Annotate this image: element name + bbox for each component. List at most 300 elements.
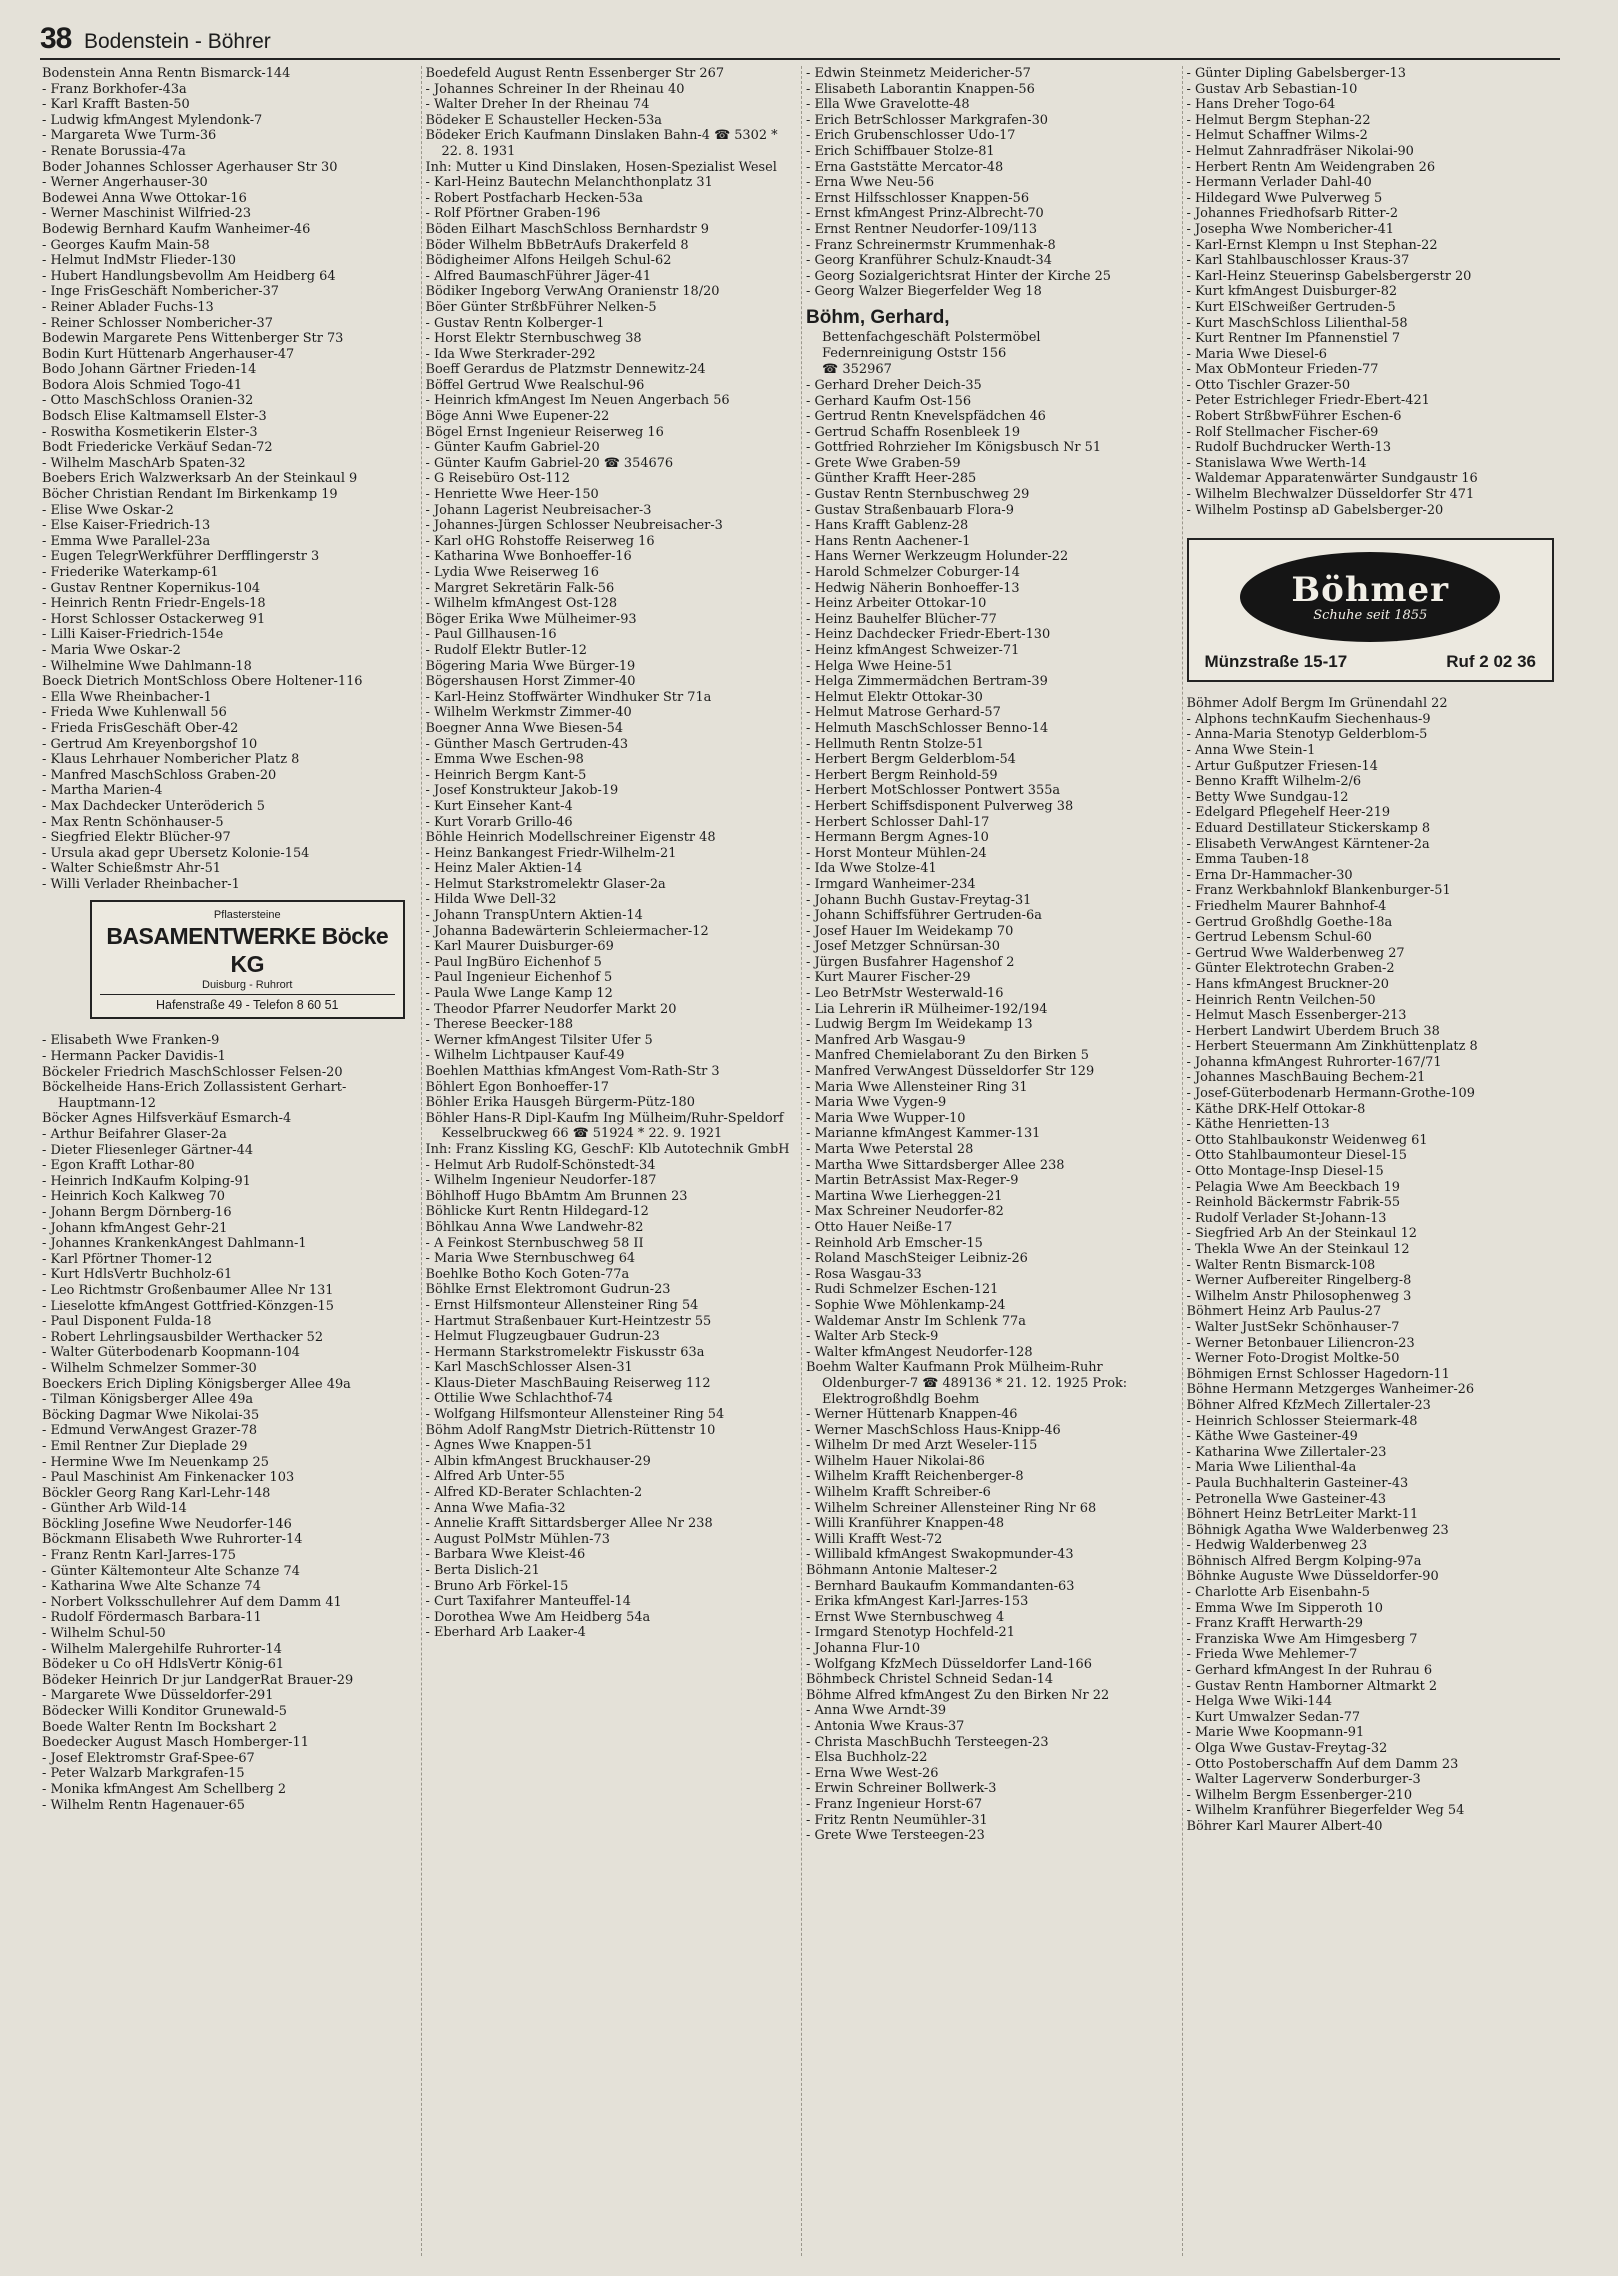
directory-entry: - Franz Rentn Karl-Jarres-175 [42, 1548, 236, 1564]
directory-entry: - Reinhold Arb Emscher-15 [806, 1235, 983, 1251]
directory-entry: - Johannes KrankenkAngest Dahlmann-1 [42, 1236, 307, 1252]
directory-entry: - Emma Wwe Im Sipperoth 10 [1186, 1600, 1384, 1616]
directory-entry: - Erich BetrSchlosser Markgrafen-30 [806, 112, 1048, 128]
directory-entry: - Helmut Arb Rudolf-Schönstedt-34 [425, 1157, 656, 1173]
directory-entry: - Martin BetrAssist Max-Reger-9 [806, 1173, 1019, 1189]
directory-entry: - Ursula akad gepr Übersetz Kolonie-154 [42, 845, 310, 861]
directory-entry: - Erna Wwe Neu-56 [806, 175, 935, 191]
directory-entry: - Horst Schlosser Ostackerweg 91 [42, 611, 266, 627]
directory-entry: - Heinrich Koch Kalkweg 70 [42, 1189, 225, 1205]
bohmer-logo [1240, 552, 1500, 642]
directory-entry: - Helga Zimmermädchen Bertram-39 [806, 674, 1048, 690]
directory-entry: - Marta Wwe Peterstal 28 [806, 1142, 974, 1157]
directory-entry: - Johann kfmAngest Gehr-21 [42, 1220, 228, 1236]
directory-entry: - Max Dachdecker Unteröderich 5 [42, 798, 265, 814]
directory-entry: - Hermann Packer Davidis-1 [42, 1049, 226, 1065]
directory-entry: - Lydia Wwe Reiserweg 16 [425, 565, 600, 580]
column-1-entries [42, 66, 413, 892]
directory-entry: - Ludwig kfmAngest Mylendonk-7 [42, 112, 263, 128]
directory-entry: - Josef-Güterbodenarb Hermann-Grothe-109 [1186, 1086, 1475, 1102]
directory-entry: - Petronella Wwe Gasteiner-43 [1186, 1491, 1387, 1507]
directory-entry: - Franz Borkhofer-43a [42, 81, 187, 97]
heading-detail-line: Federnreinigung Oststr 156 [822, 345, 1007, 361]
directory-entry: - Heinz Dachdecker Friedr-Ebert-130 [806, 627, 1051, 643]
directory-entry: - Werner MaschSchloss Haus-Knipp-46 [806, 1422, 1061, 1438]
directory-entry: - Pelagia Wwe Am Beeckbach 19 [1186, 1179, 1401, 1195]
directory-entry: Böcker Agnes Hilfsverkäuf Esmarch-4 [42, 1111, 292, 1127]
directory-entry: - Ernst Hilfsmonteur Allensteiner Ring 54 [425, 1297, 699, 1313]
directory-entry: - Frieda Wwe Mehlemer-7 [1186, 1647, 1358, 1663]
directory-entry: - Josef Konstrukteur Jakob-19 [425, 783, 619, 799]
directory-entry: - Gustav Arb Sebastian-10 [1186, 81, 1358, 97]
directory-entry: - Ernst kfmAngest Prinz-Albrecht-70 [806, 206, 1044, 222]
directory-entry: - Helmut Schaffner Wilms-2 [1186, 128, 1368, 144]
directory-entry: - Bruno Arb Förkel-15 [425, 1578, 569, 1594]
directory-entry: - Olga Wwe Gustav-Freytag-32 [1186, 1741, 1388, 1756]
directory-entry: - Elisabeth Laborantin Knappen-56 [806, 81, 1035, 97]
directory-entry: - Walter Rentn Bismarck-108 [1186, 1257, 1376, 1273]
directory-entry: - Herbert Schlosser Dahl-17 [806, 814, 990, 830]
directory-entry: - Kurt Umwalzer Sedan-77 [1186, 1709, 1361, 1725]
directory-entry: - Herbert Bergm Reinhold-59 [806, 767, 998, 783]
directory-entry: - Marie Wwe Koopmann-91 [1186, 1725, 1365, 1741]
directory-entry: - Eberhard Arb Laaker-4 [425, 1625, 586, 1641]
directory-entry: - Gottfried Rohrzieher Im Königsbusch Nr 51 [806, 440, 1102, 456]
directory-entry: - Paul IngBüro Eichenhof 5 [425, 954, 602, 970]
directory-entry: Böhmert Heinz Arb Paulus-27 [1186, 1304, 1382, 1320]
directory-entry: - Franz Ingenieur Horst-67 [806, 1796, 983, 1812]
ad-line1: Pflastersteine [213, 909, 281, 922]
directory-entry: - Thekla Wwe An der Steinkaul 12 [1186, 1242, 1410, 1257]
directory-entry: - Wilhelm Dr med Arzt Weseler-115 [806, 1438, 1038, 1454]
directory-entry: - Robert Postfacharb Hecken-53a [425, 190, 643, 206]
directory-entry: - Willi Krafft West-72 [806, 1531, 943, 1547]
directory-entry: Bödigheimer Alfons Heilgeh Schul-62 [425, 253, 672, 269]
directory-entry: - Klaus Lehrhauer Nombericher Platz 8 [42, 752, 300, 768]
directory-entry: - Gustav Rentn Kolberger-1 [425, 315, 605, 331]
directory-entry: - Georges Kaufm Main-58 [42, 237, 210, 253]
directory-entry: - Emma Tauben-18 [1186, 852, 1310, 868]
directory-entry: - Johann Buchh Gustav-Freytag-31 [806, 892, 1032, 908]
directory-entry: - Ottilie Wwe Schlachthof-74 [425, 1391, 613, 1407]
directory-entry: - Werner Aufbereiter Ringelberg-8 [1186, 1273, 1412, 1289]
directory-entry: - Herbert Steuermann Am Zinkhüttenplatz 8 [1186, 1039, 1478, 1055]
directory-entry: - Elisabeth Wwe Franken-9 [42, 1033, 220, 1049]
directory-entry: Bodt Friedericke Verkäuf Sedan-72 [42, 440, 273, 456]
directory-entry: - Siegfried Elektr Blücher-97 [42, 830, 231, 846]
directory-entry: - Kurt Maurer Fischer-29 [806, 970, 971, 986]
directory-entry: - Theodor Pfarrer Neudorfer Markt 20 [425, 1001, 677, 1017]
directory-entry: - Josef Metzger Schnürsan-30 [806, 939, 1000, 955]
directory-entry: Bodora Alois Schmied Togo-41 [42, 377, 243, 393]
directory-entry: Böhnert Heinz BetrLeiter Markt-11 [1186, 1507, 1419, 1523]
directory-entry: - Christa MaschBuchh Tersteegen-23 [806, 1734, 1049, 1750]
directory-entry: - Heinz Maler Aktien-14 [425, 861, 583, 877]
directory-entry: - Werner Angerhauser-30 [42, 175, 208, 191]
directory-entry: Bodenstein Anna Rentn Bismarck-144 [42, 66, 291, 81]
directory-entry: - Edelgard Pflegehelf Heer-219 [1186, 805, 1391, 821]
directory-entry: - Gertrud Am Kreyenborgshof 10 [42, 736, 258, 752]
directory-entry: - Willi Kranführer Knappen-48 [806, 1516, 1005, 1532]
directory-entry: - Helmut Zahnradfräser Nikolai-90 [1186, 143, 1414, 159]
directory-entry: Bödeker Heinrich Dr jur LandgerRat Brauer-29 [42, 1672, 354, 1688]
directory-entry: - Elise Wwe Oskar-2 [42, 502, 174, 518]
directory-entry: - Georg Walzer Biegerfelder Weg 18 [806, 284, 1042, 300]
directory-entry: - Katharina Wwe Alte Schanze 74 [42, 1579, 261, 1595]
directory-entry: - Werner Betonbauer Liliencron-23 [1186, 1335, 1415, 1351]
directory-entry: - Gustav Rentn Sternbuschweg 29 [806, 487, 1030, 503]
directory-entry: - Elsa Buchholz-22 [806, 1750, 928, 1766]
directory-entry: - Hans Dreher Togo-64 [1186, 97, 1336, 113]
directory-entry: - Siegfried Arb An der Steinkaul 12 [1186, 1226, 1417, 1242]
directory-entry: - Margareta Wwe Turm-36 [42, 128, 217, 144]
directory-entry: - Emil Rentner Zur Dieplade 29 [42, 1438, 248, 1454]
directory-entry: - Tilman Königsberger Allee 49a [42, 1392, 254, 1408]
directory-entry: - Georg Sozialgerichtsrat Hinter der Kirche 25 [806, 268, 1112, 284]
directory-entry: - Wilhelm Ingenieur Neudorfer-187 [425, 1173, 657, 1189]
directory-entry: Boedefeld August Rentn Essenberger Str 267 [425, 66, 725, 81]
directory-entry: - Karl Pförtner Thomer-12 [42, 1251, 213, 1267]
directory-entry: - Heinz Bauhelfer Blücher-77 [806, 611, 997, 627]
directory-entry: - Alphons technKaufm Siechenhaus-9 [1186, 711, 1431, 727]
directory-entry: - Otto Montage-Insp Diesel-15 [1186, 1164, 1384, 1180]
directory-entry: - Albin kfmAngest Bruckhauser-29 [425, 1453, 651, 1469]
column-3-entries-after [806, 378, 1174, 1844]
directory-entry: - Wilhelm kfmAngest Ost-128 [425, 596, 618, 612]
directory-entry: - Roland MaschSteiger Leibniz-26 [806, 1251, 1028, 1267]
directory-entry: - Katharina Wwe Zillertaler-23 [1186, 1444, 1387, 1460]
bohmer-address-line [1199, 652, 1543, 672]
directory-entry: - Edwin Steinmetz Meidericher-57 [806, 66, 1031, 81]
directory-entry: - Käthe Henrietten-13 [1186, 1117, 1330, 1133]
directory-entry: Böckmann Elisabeth Wwe Ruhrorter-14 [42, 1532, 303, 1548]
bohmer-address: Münzstraße 15-17 [1204, 652, 1348, 672]
directory-entry: - Grete Wwe Tersteegen-23 [806, 1828, 985, 1844]
directory-entry: - Gertrud Großhdlg Goethe-18a [1186, 914, 1393, 930]
directory-entry: - Gerhard Kaufm Ost-156 [806, 393, 972, 409]
directory-entry: - Günter Kältemonteur Alte Schanze 74 [42, 1563, 300, 1579]
directory-entry: - Dieter Fliesenleger Gärtner-44 [42, 1142, 254, 1158]
directory-entry: Böhlke Ernst Elektromont Gudrun-23 [425, 1282, 671, 1298]
directory-entry: - Kurt Einseher Kant-4 [425, 798, 573, 814]
directory-entry: - Helmut IndMstr Flieder-130 [42, 253, 236, 269]
directory-entry: - Werner Maschinist Wilfried-23 [42, 206, 252, 222]
bohmer-phone: Ruf 2 02 36 [1446, 652, 1536, 672]
directory-entry: Boeck Dietrich MontSchloss Obere Holtener-116 [42, 674, 363, 690]
directory-entry: - Alfred KD-Berater Schlachten-2 [425, 1485, 643, 1501]
directory-entry: - Robert Lehrlingsausbilder Werthacker 52 [42, 1329, 324, 1345]
directory-entry: - Herbert Landwirt Überdem Bruch 38 [1186, 1023, 1440, 1039]
directory-entry: Boehlen Matthias kfmAngest Vom-Rath-Str 3 [425, 1064, 720, 1079]
directory-entry: - Kurt Rentner Im Pfannenstiel 7 [1186, 331, 1401, 347]
directory-entry: - Manfred Chemielaborant Zu den Birken 5 [806, 1048, 1090, 1064]
directory-entry: - Käthe DRK-Helf Ottokar-8 [1186, 1101, 1366, 1117]
directory-entry: - Rolf Pförtner Graben-196 [425, 206, 601, 222]
directory-entry: - Gustav Rentn Hamborner Altmarkt 2 [1186, 1678, 1438, 1694]
directory-entry: - Wilhelm Postinsp aD Gabelsberger-20 [1186, 502, 1444, 518]
directory-entry: - Helmut Flugzeugbauer Gudrun-23 [425, 1329, 660, 1345]
directory-entry: - Betty Wwe Sundgau-12 [1186, 789, 1349, 805]
directory-entry: - Arthur Beifahrer Glaser-2a [42, 1127, 227, 1143]
directory-entry: - Frieda Wwe Kuhlenwall 56 [42, 705, 227, 721]
directory-entry: - Karl-Heinz Bautechn Melanchthonplatz 31 [425, 175, 713, 191]
directory-entry: Böhme Alfred kfmAngest Zu den Birken Nr 22 [806, 1687, 1110, 1703]
directory-entry: Böhle Heinrich Modellschreiner Eigenstr 48 [425, 830, 716, 846]
directory-entry: - Maria Wwe Diesel-6 [1186, 346, 1327, 362]
directory-entry: - Benno Krafft Wilhelm-2/6 [1186, 774, 1362, 790]
directory-entry: - Heinrich kfmAngest Im Neuen Angerbach 56 [425, 393, 730, 409]
directory-entry: - Gustav Rentner Kopernikus-104 [42, 580, 261, 596]
directory-entry: Böhlert Egon Bonhoeffer-17 [425, 1079, 609, 1095]
directory-entry: - Karl oHG Rohstoffe Reiserweg 16 [425, 533, 655, 549]
directory-entry: - Günter Kaufm Gabriel-20 ☎ 354676 [425, 455, 674, 471]
directory-entry: - Peter Estrichleger Friedr-Ebert-421 [1186, 393, 1430, 409]
column-2 [421, 66, 802, 2256]
directory-entry: - Ella Wwe Gravelotte-48 [806, 97, 970, 113]
directory-entry: - Johannes Schreiner In der Rheinau 40 [425, 81, 685, 97]
directory-entry: - Hans Krafft Gablenz-28 [806, 518, 969, 534]
directory-entry: Bodin Kurt Hüttenarb Angerhauser-47 [42, 346, 295, 362]
directory-entry: - Eduard Destillateur Stickerskamp 8 [1186, 820, 1431, 836]
directory-entry: - Henriette Wwe Heer-150 [425, 487, 599, 503]
directory-entry: - Horst Elektr Sternbuschweg 38 [425, 331, 642, 347]
directory-entry: - Alfred BaumaschFührer Jäger-41 [425, 268, 652, 284]
directory-entry: Böhnisch Alfred Bergm Kolping-97a [1186, 1553, 1422, 1569]
directory-entry: - Reiner Ablader Fuchs-13 [42, 299, 214, 315]
directory-entry: - Helmut Starkstromelektr Glaser-2a [425, 876, 666, 892]
directory-entry: Böden Eilhart MaschSchloss Bernhardstr 9 [425, 221, 709, 237]
directory-entry: - Irmgard Stenotyp Hochfeld-21 [806, 1625, 1015, 1641]
directory-entry: - Jürgen Busfahrer Hagenshof 2 [806, 954, 1015, 970]
directory-entry: - Helga Wwe Heine-51 [806, 658, 954, 674]
directory-entry: - Karl-Ernst Klempn u Inst Stephan-22 [1186, 237, 1438, 253]
directory-entry: - Norbert Volksschullehrer Auf dem Damm 41 [42, 1594, 342, 1610]
directory-entry: - Wilhelm Hauer Nikolai-86 [806, 1453, 985, 1469]
directory-entry: - Martha Marien-4 [42, 783, 163, 799]
column-3-entries [806, 66, 1174, 300]
directory-entry: Böhnigk Agatha Wwe Walderbenweg 23 [1186, 1522, 1449, 1538]
directory-entry: Bödeker E Schausteller Hecken-53a [425, 112, 662, 128]
page-header [40, 22, 1560, 60]
directory-entry: - Johannes Friedhofsarb Ritter-2 [1186, 206, 1399, 222]
directory-entry: - Josepha Wwe Nombericher-41 [1186, 221, 1394, 237]
directory-entry: - A Feinkost Sternbuschweg 58 II [425, 1235, 644, 1251]
directory-entry: Böhmigen Ernst Schlosser Hagedorn-11 [1186, 1366, 1450, 1382]
directory-entry: - Harold Schmelzer Coburger-14 [806, 565, 1020, 581]
directory-entry: Bödeker u Co oH HdlsVertr König-61 [42, 1657, 285, 1673]
directory-entry: - Walter Güterbodenarb Koopmann-104 [42, 1345, 300, 1361]
directory-entry: - Paul Gillhausen-16 [425, 627, 557, 643]
directory-entry: Böffel Gertrud Wwe Realschul-96 [425, 377, 645, 393]
directory-entry: - Ella Wwe Rheinbacher-1 [42, 689, 212, 705]
directory-entry: - Horst Monteur Mühlen-24 [806, 845, 987, 861]
bohmer-logo-name: Böhmer [1291, 570, 1450, 611]
directory-entry: - Johanna Flur-10 [806, 1641, 921, 1656]
directory-entry: - Ernst Rentner Neudorfer-109/113 [806, 221, 1038, 237]
directory-entry: - Maria Wwe Vygen-9 [806, 1095, 947, 1111]
directory-entry: Böhlkau Anna Wwe Landwehr-82 [425, 1219, 644, 1235]
directory-entry: - Gertrud Schaffn Rosenbleek 19 [806, 424, 1021, 440]
directory-entry: - Wilhelm Krafft Schreiber-6 [806, 1485, 991, 1501]
directory-entry: - Paul Maschinist Am Finkenacker 103 [42, 1470, 295, 1486]
directory-entry: - Johanna kfmAngest Ruhrorter-167/71 [1186, 1054, 1442, 1070]
directory-entry: - Werner kfmAngest Tilsiter Ufer 5 [425, 1032, 653, 1048]
directory-entry: - Wilhelm Schreiner Allensteiner Ring Nr 68 [806, 1500, 1097, 1516]
bohmer-logo-tagline: Schuhe seit 1855 [1313, 608, 1428, 624]
directory-entry: - Otto Postoberschaffn Auf dem Damm 23 [1186, 1756, 1459, 1772]
directory-entry: Böhner Alfred KfzMech Zillertaler-23 [1186, 1397, 1431, 1413]
bohm-gerhard-heading: Böhm, Gerhard, [806, 306, 950, 328]
directory-entry: Böckler Georg Rang Karl-Lehr-148 [42, 1485, 271, 1501]
directory-entry: - Otto MaschSchloss Oranien-32 [42, 393, 254, 409]
column-4 [1182, 66, 1563, 2256]
directory-entry: - Erna Gaststätte Mercator-48 [806, 159, 1004, 175]
directory-entry: Böcher Christian Rendant Im Birkenkamp 19 [42, 487, 338, 503]
directory-entry: - Otto Tischler Grazer-50 [1186, 377, 1351, 393]
directory-entry: - Günther Krafft Heer-285 [806, 471, 977, 487]
directory-entry: - Manfred Arb Wasgau-9 [806, 1032, 966, 1048]
directory-entry: Böckling Josefine Wwe Neudorfer-146 [42, 1516, 292, 1532]
directory-entry: - Kurt Vorarb Grillo-46 [425, 814, 573, 830]
directory-entry: Bödiker Ingeborg VerwAng Oranienstr 18/20 [425, 284, 720, 300]
page-number: 38 [40, 22, 72, 55]
directory-entry: - Helga Wwe Wiki-144 [1186, 1694, 1333, 1710]
directory-entry: - Hans Rentn Aachener-1 [806, 533, 971, 549]
directory-entry: - Grete Wwe Graben-59 [806, 455, 961, 471]
directory-entry: - Alfred Arb Unter-55 [425, 1469, 566, 1485]
directory-entry: - Katharina Wwe Bonhoeffer-16 [425, 549, 632, 565]
directory-entry: - Emma Wwe Eschen-98 [425, 752, 584, 768]
directory-entry: - Johann Bergm Dörnberg-16 [42, 1205, 232, 1220]
directory-entry: - Karl-Heinz Stoffwärter Windhuker Str 71a [425, 689, 712, 705]
directory-entry: - Martha Wwe Sittardsberger Allee 238 [806, 1157, 1065, 1173]
directory-entry: - Otto Stahlbaukonstr Weidenweg 61 [1186, 1132, 1428, 1148]
directory-entry: - Eugen TelegrWerkführer Derfflingerstr 3 [42, 549, 320, 565]
directory-entry: - Wilhelm Bergm Essenberger-210 [1186, 1787, 1413, 1803]
directory-entry: Boeff Gerardus de Platzmstr Dennewitz-24 [425, 362, 706, 378]
page-range: Bodenstein - Böhrer [84, 30, 271, 53]
directory-entry: - Klaus-Dieter MaschBauing Reiserweg 112 [425, 1375, 711, 1391]
directory-entry: - Barbara Wwe Kleist-46 [425, 1547, 586, 1563]
directory-entry: - Werner Hüttenarb Knappen-46 [806, 1407, 1018, 1423]
directory-entry: - Herbert Bergm Gelderblom-54 [806, 752, 1016, 768]
directory-entry: - Heinrich Rentn Friedr-Engels-18 [42, 596, 266, 612]
ad-city: Duisburg - Ruhrort [202, 979, 293, 992]
column-2-entries [426, 66, 794, 1641]
directory-entry: Bögel Ernst Ingenieur Reiserweg 16 [425, 424, 664, 440]
column-3 [801, 66, 1182, 2256]
directory-entry: - Franz Werkbahnlokf Blankenburger-51 [1186, 883, 1451, 899]
directory-entry: - Wilhelm MaschArb Spaten-32 [42, 455, 246, 471]
directory-entry: - Else Kaiser-Friedrich-13 [42, 518, 211, 534]
directory-entry: - Helmut Masch Essenberger-213 [1186, 1008, 1407, 1024]
directory-entry: - Gerhard kfmAngest In der Ruhrau 6 [1186, 1663, 1433, 1679]
directory-entry: - Monika kfmAngest Am Schellberg 2 [42, 1781, 287, 1797]
directory-entry: - Hellmuth Rentn Stolze-51 [806, 736, 984, 752]
directory-entry: - Käthe Wwe Gasteiner-49 [1186, 1429, 1358, 1445]
directory-entry: - Sophie Wwe Möhlenkamp-24 [806, 1297, 1006, 1313]
directory-entry: - Lilli Kaiser-Friedrich-154e [42, 627, 224, 643]
ad-address: Hafenstraße 49 - Telefon 8 60 51 [100, 994, 395, 1013]
heading-detail-line: Bettenfachgeschäft Polstermöbel [822, 329, 1041, 345]
directory-entry: - Günther Arb Wild-14 [42, 1501, 187, 1517]
directory-entry: Boder Johannes Schlosser Agerhauser Str 30 [42, 159, 338, 175]
directory-entry: Inh: Mutter u Kind Dinslaken, Hosen-Spezialist Wesel [425, 159, 777, 175]
directory-entry: - Werner Foto-Drogist Moltke-50 [1186, 1351, 1400, 1367]
bohm-gerhard-details [806, 330, 1174, 378]
directory-entry: - Karl MaschSchlosser Alsen-31 [425, 1360, 633, 1376]
directory-entry: Boede Walter Rentn Im Bockshart 2 [42, 1719, 277, 1735]
column-1 [40, 66, 421, 2256]
directory-entry: - Curt Taxifahrer Manteuffel-14 [425, 1594, 632, 1610]
directory-entry: - Elisabeth VerwAngest Kärntener-2a [1186, 836, 1430, 852]
directory-entry: - Edmund VerwAngest Grazer-78 [42, 1423, 258, 1439]
directory-entry: Böder Wilhelm BbBetrAufs Drakerfeld 8 [425, 237, 689, 253]
directory-entry: - Herbert MotSchlosser Pontwert 355a [806, 783, 1061, 799]
directory-entry: - Heinz kfmAngest Schweizer-71 [806, 643, 1020, 658]
directory-entry: - Berta Dislich-21 [425, 1563, 540, 1578]
directory-entry: Bodo Johann Gärtner Frieden-14 [42, 362, 257, 378]
directory-entry: - Hans Werner Werkzeugm Holunder-22 [806, 549, 1069, 565]
directory-entry: Bögering Maria Wwe Bürger-19 [425, 658, 636, 674]
directory-entry: - Hilda Wwe Dell-32 [425, 892, 557, 908]
directory-entry: - Rudolf Buchdrucker Werth-13 [1186, 440, 1392, 456]
bohmer-ad [1187, 538, 1555, 682]
directory-entry: - Wilhelm Malergehilfe Ruhrorter-14 [42, 1641, 282, 1657]
directory-entry: - Karl-Heinz Steuerinsp Gabelsbergerstr 20 [1186, 268, 1472, 284]
directory-entry: - Johann TranspUntern Aktien-14 [425, 908, 643, 924]
directory-entry: - Helmuth MaschSchlosser Benno-14 [806, 720, 1049, 736]
directory-entry: - Reinhold Bäckermstr Fabrik-55 [1186, 1195, 1401, 1211]
directory-entry: - Günter Elektrotechn Graben-2 [1186, 961, 1395, 977]
directory-entry: - Otto Stahlbaumonteur Diesel-15 [1186, 1148, 1407, 1164]
directory-entry: - Willibald kfmAngest Swakopmunder-43 [806, 1547, 1074, 1563]
basamentwerke-ad [90, 900, 405, 1019]
directory-entry: - Rudolf Fördermasch Barbara-11 [42, 1610, 262, 1626]
directory-entry: - Hermine Wwe Im Neuenkamp 25 [42, 1454, 269, 1470]
directory-entry: - Heinrich Bergm Kant-5 [425, 767, 587, 783]
directory-entry: Boedecker August Masch Homberger-11 [42, 1735, 309, 1751]
directory-entry: - Wilhelm Rentn Hagenauer-65 [42, 1797, 245, 1813]
directory-entry: Böhlicke Kurt Rentn Hildegard-12 [425, 1204, 649, 1220]
directory-entry: - Helmut Bergm Stephan-22 [1186, 112, 1371, 128]
directory-entry: - Franz Krafft Herwarth-29 [1186, 1616, 1364, 1632]
directory-entry: - Erika kfmAngest Karl-Jarres-153 [806, 1594, 1029, 1610]
directory-entry: - Bernhard Baukaufm Kommandanten-63 [806, 1578, 1075, 1594]
directory-entry: Boeckers Erich Dipling Königsberger Allee 49a [42, 1376, 351, 1392]
directory-entry: - Erich Grubenschlosser Udo-17 [806, 128, 1016, 144]
directory-entry: - Karl Stahlbauschlosser Kraus-37 [1186, 253, 1410, 269]
directory-entry: - Anna Wwe Mafia-32 [425, 1500, 566, 1516]
directory-entry: - Hartmut Straßenbauer Kurt-Heintzestr 55 [425, 1313, 712, 1329]
directory-entry: - Peter Walzarb Markgrafen-15 [42, 1766, 245, 1782]
directory-entry: - Herbert Rentn Am Weidengraben 26 [1186, 159, 1436, 175]
directory-entry: Böckeler Friedrich MaschSchlosser Felsen-20 [42, 1064, 343, 1080]
directory-entry: - Ernst Hilfsschlosser Knappen-56 [806, 190, 1030, 206]
directory-entry: - Hubert Handlungsbevollm Am Heidberg 64 [42, 268, 336, 284]
directory-entry: Bodewig Bernhard Kaufm Wanheimer-46 [42, 221, 311, 237]
directory-entry: - Wolfgang KfzMech Düsseldorfer Land-166 [806, 1656, 1092, 1672]
directory-entry: - Maria Wwe Allensteiner Ring 31 [806, 1079, 1028, 1095]
directory-entry: Böhlhoff Hugo BbAmtm Am Brunnen 23 [425, 1188, 688, 1204]
directory-entry: - Renate Borussia-47a [42, 143, 186, 159]
directory-entry: - Antonia Wwe Kraus-37 [806, 1718, 965, 1734]
directory-entry: Bodewei Anna Wwe Ottokar-16 [42, 190, 247, 206]
directory-entry: Böhmbeck Christel Schneid Sedan-14 [806, 1672, 1054, 1688]
directory-entry: - Rosa Wasgau-33 [806, 1266, 922, 1282]
directory-entry: - Roswitha Kosmetikerin Elster-3 [42, 424, 258, 440]
directory-entry: - Wilhelmine Wwe Dahlmann-18 [42, 658, 252, 674]
